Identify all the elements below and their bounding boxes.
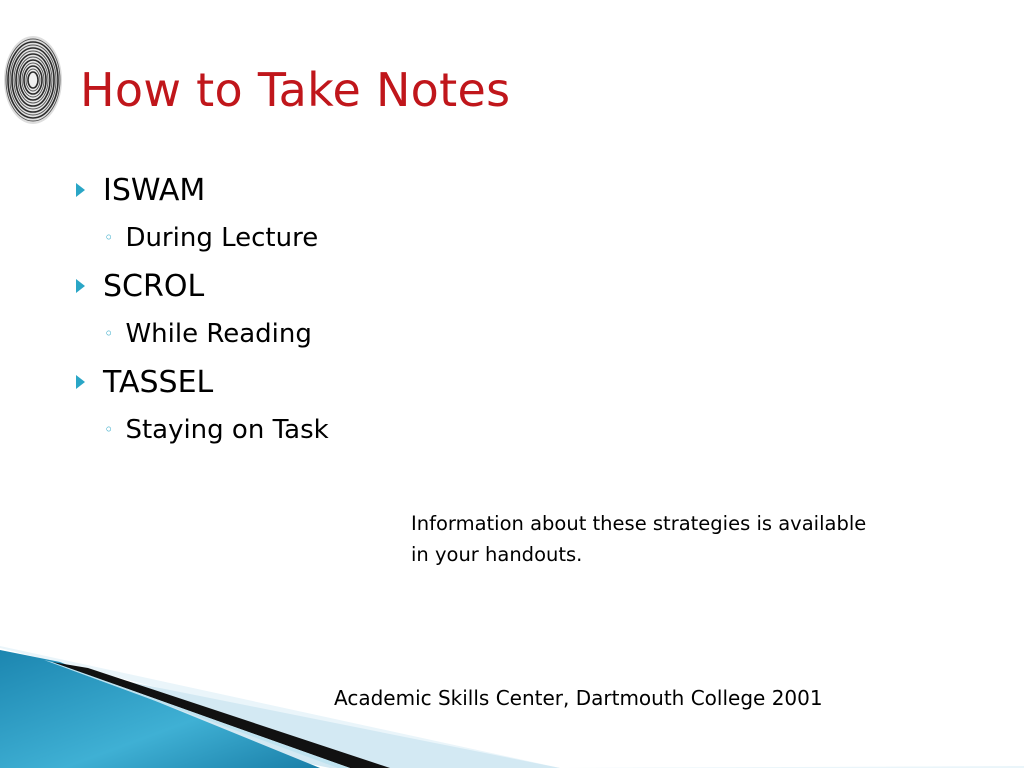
handout-note-line-1: Information about these strategies is available	[411, 512, 867, 535]
sub-bullet-item	[72, 310, 329, 358]
triangle-bullet-icon	[76, 375, 85, 389]
bullet-item	[72, 262, 329, 310]
handout-note-line-2: in your handouts.	[411, 543, 583, 566]
triangle-bullet-icon	[76, 279, 85, 293]
sub-bullet-item	[72, 406, 329, 454]
slide-footer: Academic Skills Center, Dartmouth College 2001	[334, 686, 823, 710]
handout-note	[411, 508, 1001, 570]
circle-bullet-icon: ◦	[104, 420, 114, 439]
triangle-bullet-icon	[76, 183, 85, 197]
fingerprint-icon	[2, 34, 64, 126]
sub-bullet-item	[72, 214, 329, 262]
sub-bullet-text: During Lecture	[125, 223, 319, 253]
bullet-text: SCROL	[103, 268, 205, 304]
bullet-text: ISWAM	[103, 172, 206, 208]
bullet-item	[72, 358, 329, 406]
circle-bullet-icon: ◦	[104, 324, 114, 343]
slide-title: How to Take Notes	[80, 63, 511, 117]
sub-bullet-text: Staying on Task	[125, 415, 329, 445]
circle-bullet-icon: ◦	[104, 228, 114, 247]
bullet-list	[72, 166, 329, 454]
bullet-text: TASSEL	[103, 364, 214, 400]
sub-bullet-text: While Reading	[125, 319, 312, 349]
bullet-item	[72, 166, 329, 214]
